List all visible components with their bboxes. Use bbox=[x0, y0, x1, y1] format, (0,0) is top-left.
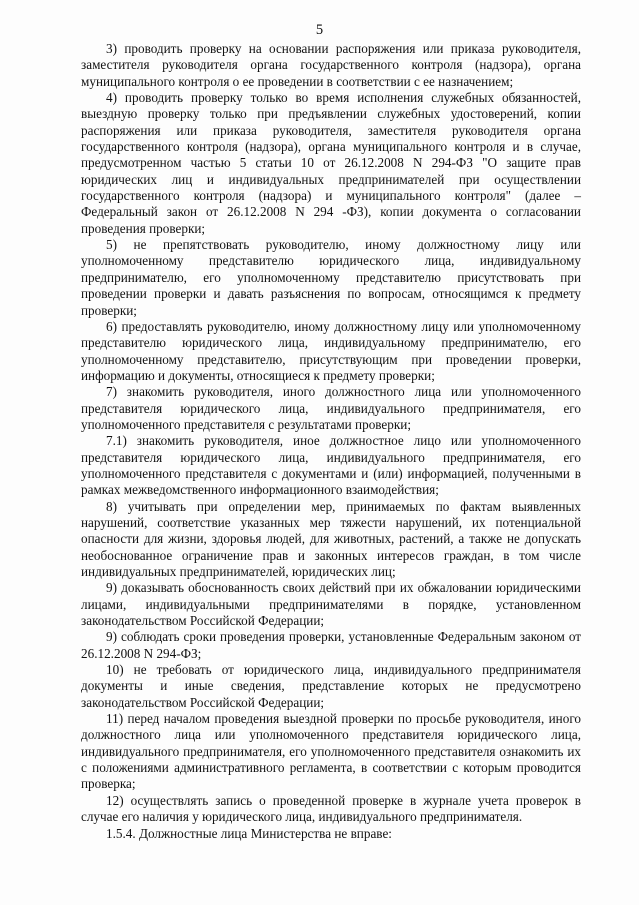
paragraph-item-5: 5) не препятствовать руководителю, иному должностному лицу или уполномоченному представителю юридического лица, индивидуальному предпринимателю, его уполномоченному представителю присутствовать при проведении проверки и давать разъяснения по вопросам, относящимся к предмету проверки; bbox=[81, 237, 581, 318]
paragraph-item-4: 4) проводить проверку только во время исполнения служебных обязанностей, выездную проверку только при предъявлении служебных удостоверений, копии распоряжения или приказа руководителя, заместителя руководителя органа государственного контроля (надзора), органа муниципального контроля и в случае, предусмотренном частью 5 статьи 10 от 26.12.2008 N 294-ФЗ "О защите прав юридических лиц и индивидуальных предпринимателей при осуществлении государственного контроля (надзора) и муниципального контроля" (далее – Федеральный закон от 26.12.2008 N 294 -ФЗ), копии документа о согласовании проведения проверки; bbox=[81, 90, 581, 236]
document-body bbox=[81, 41, 581, 842]
paragraph-item-9: 9) доказывать обоснованность своих действий при их обжаловании юридическими лицами, индивидуальными предпринимателями в порядке, установленном законодательством Российской Федерации; bbox=[81, 580, 581, 629]
paragraph-item-9-duplicate: 9) соблюдать сроки проведения проверки, установленные Федеральным законом от 26.12.2008 N 294-ФЗ; bbox=[81, 629, 581, 661]
paragraph-item-3: 3) проводить проверку на основании распоряжения или приказа руководителя, заместителя руководителя органа государственного контроля (надзора), органа муниципального контроля о ее проведении в соответствии с ее назначением; bbox=[81, 41, 581, 89]
section-heading-1-5-4: 1.5.4. Должностные лица Министерства не вправе: bbox=[106, 825, 392, 841]
paragraph-item-7: 7) знакомить руководителя, иного должностного лица или уполномоченного представителя юридического лица, индивидуального предпринимателя, его уполномоченного представителя с результатами проверки; bbox=[81, 384, 581, 432]
paragraph-item-6: 6) предоставлять руководителю, иному должностному лицу или уполномоченному представителю юридического лица, индивидуальному предпринимателю, его уполномоченному представителю, присутствующим при проведении проверки, информацию и документы, относящиеся к предмету проверки; bbox=[81, 318, 581, 383]
paragraph-item-12: 12) осуществлять запись о проведенной проверке в журнале учета проверок в случае его наличия у юридического лица, индивидуального предпринимателя. bbox=[81, 792, 581, 825]
paragraph-item-7-1: 7.1) знакомить руководителя, иное должностное лицо или уполномоченного представителя юридического лица, индивидуального предпринимателя, его уполномоченного представителя с документами и (или) информацией, полученными в рамках межведомственного информационного взаимодействия; bbox=[81, 433, 581, 498]
paragraph-item-10: 10) не требовать от юридического лица, индивидуального предпринимателя документы и иные сведения, представление которых не предусмотрено законодательством Российской Федерации; bbox=[81, 662, 581, 710]
paragraph-item-11: 11) перед началом проведения выездной проверки по просьбе руководителя, иного должностного лица или уполномоченного представителя юридического лица, индивидуального предпринимателя, его уполномоченного представителя ознакомить их с положениями административного регламента, в соответствии с которым проводится проверка; bbox=[81, 711, 581, 792]
paragraph-item-8: 8) учитывать при определении мер, принимаемых по фактам выявленных нарушений, соответствие указанных мер тяжести нарушений, их потенциальной опасности для жизни, здоровья людей, для животных, растений, а также не допускать необоснованное ограничение прав и законных интересов граждан, в том числе индивидуальных предпринимателей, юридических лиц; bbox=[81, 498, 581, 579]
page-number: 5 bbox=[315, 22, 324, 38]
